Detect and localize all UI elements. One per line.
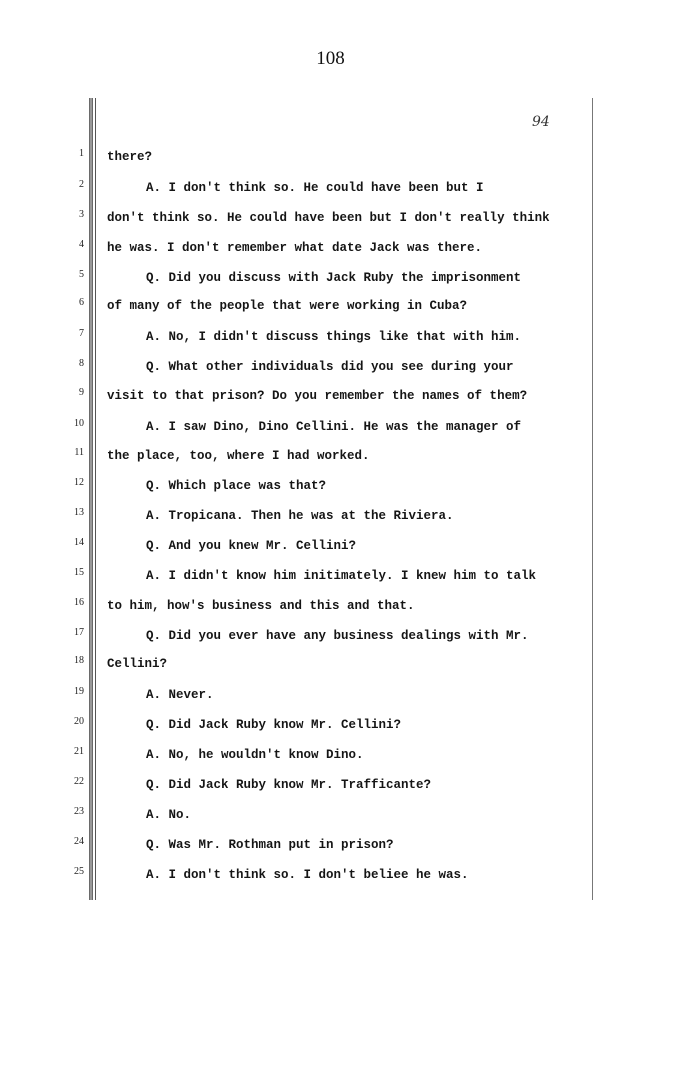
- line-number: 22: [74, 776, 84, 787]
- transcript-line: Q. What other individuals did you see during your: [146, 360, 514, 374]
- line-number: 3: [79, 209, 84, 220]
- transcript-line: A. No.: [146, 808, 192, 822]
- line-number: 11: [74, 447, 84, 458]
- line-number: 12: [74, 477, 84, 488]
- transcript-line: A. I don't think so. He could have been but I: [146, 181, 484, 195]
- transcript-line: A. Never.: [146, 688, 214, 702]
- line-number: 15: [74, 567, 84, 578]
- line-number: 17: [74, 627, 84, 638]
- line-number: 8: [79, 358, 84, 369]
- line-number: 4: [79, 239, 84, 250]
- left-margin-rule: [89, 98, 93, 900]
- transcript-line: A. I don't think so. I don't beliee he was.: [146, 868, 469, 882]
- line-number: 25: [74, 866, 84, 877]
- line-number: 7: [79, 328, 84, 339]
- line-number: 19: [74, 686, 84, 697]
- transcript-line: there?: [107, 150, 153, 164]
- line-number: 10: [74, 418, 84, 429]
- handwritten-page-number: 94: [532, 114, 550, 130]
- line-number: 5: [79, 269, 84, 280]
- line-number: 6: [79, 297, 84, 308]
- transcript-line: A. Tropicana. Then he was at the Riviera.: [146, 509, 454, 523]
- line-number: 21: [74, 746, 84, 757]
- line-number: 14: [74, 537, 84, 548]
- line-number: 2: [79, 179, 84, 190]
- line-number: 23: [74, 806, 84, 817]
- transcript-line: Q. Which place was that?: [146, 479, 327, 493]
- transcript-line: A. No, he wouldn't know Dino.: [146, 748, 364, 762]
- transcript-line: he was. I don't remember what date Jack was there.: [107, 241, 483, 255]
- transcript-line: of many of the people that were working in Cuba?: [107, 299, 468, 313]
- transcript-line: to him, how's business and this and that.: [107, 599, 415, 613]
- transcript-line: Q. Was Mr. Rothman put in prison?: [146, 838, 394, 852]
- transcript-line: the place, too, where I had worked.: [107, 449, 370, 463]
- transcript-line: don't think so. He could have been but I don't really think: [107, 211, 550, 225]
- line-number: 24: [74, 836, 84, 847]
- line-number: 9: [79, 387, 84, 398]
- transcript-line: A. No, I didn't discuss things like that with him.: [146, 330, 522, 344]
- line-number: 16: [74, 597, 84, 608]
- transcript-line: A. I saw Dino, Dino Cellini. He was the manager of: [146, 420, 522, 434]
- transcript-line: Q. Did Jack Ruby know Mr. Trafficante?: [146, 778, 432, 792]
- transcript-line: Q. Did you discuss with Jack Ruby the imprisonment: [146, 271, 522, 285]
- line-number: 13: [74, 507, 84, 518]
- transcript-line: A. I didn't know him initimately. I knew him to talk: [146, 569, 537, 583]
- line-number: 20: [74, 716, 84, 727]
- page-number: 108: [316, 48, 345, 69]
- line-number: 1: [79, 148, 84, 159]
- transcript-line: Q. Did you ever have any business dealings with Mr.: [146, 629, 529, 643]
- transcript-line: visit to that prison? Do you remember the names of them?: [107, 389, 528, 403]
- transcript-line: Q. And you knew Mr. Cellini?: [146, 539, 357, 553]
- transcript-line: Q. Did Jack Ruby know Mr. Cellini?: [146, 718, 402, 732]
- left-margin-inner-rule: [95, 98, 96, 900]
- right-margin-rule: [592, 98, 593, 900]
- line-number: 18: [74, 655, 84, 666]
- transcript-line: Cellini?: [107, 657, 168, 671]
